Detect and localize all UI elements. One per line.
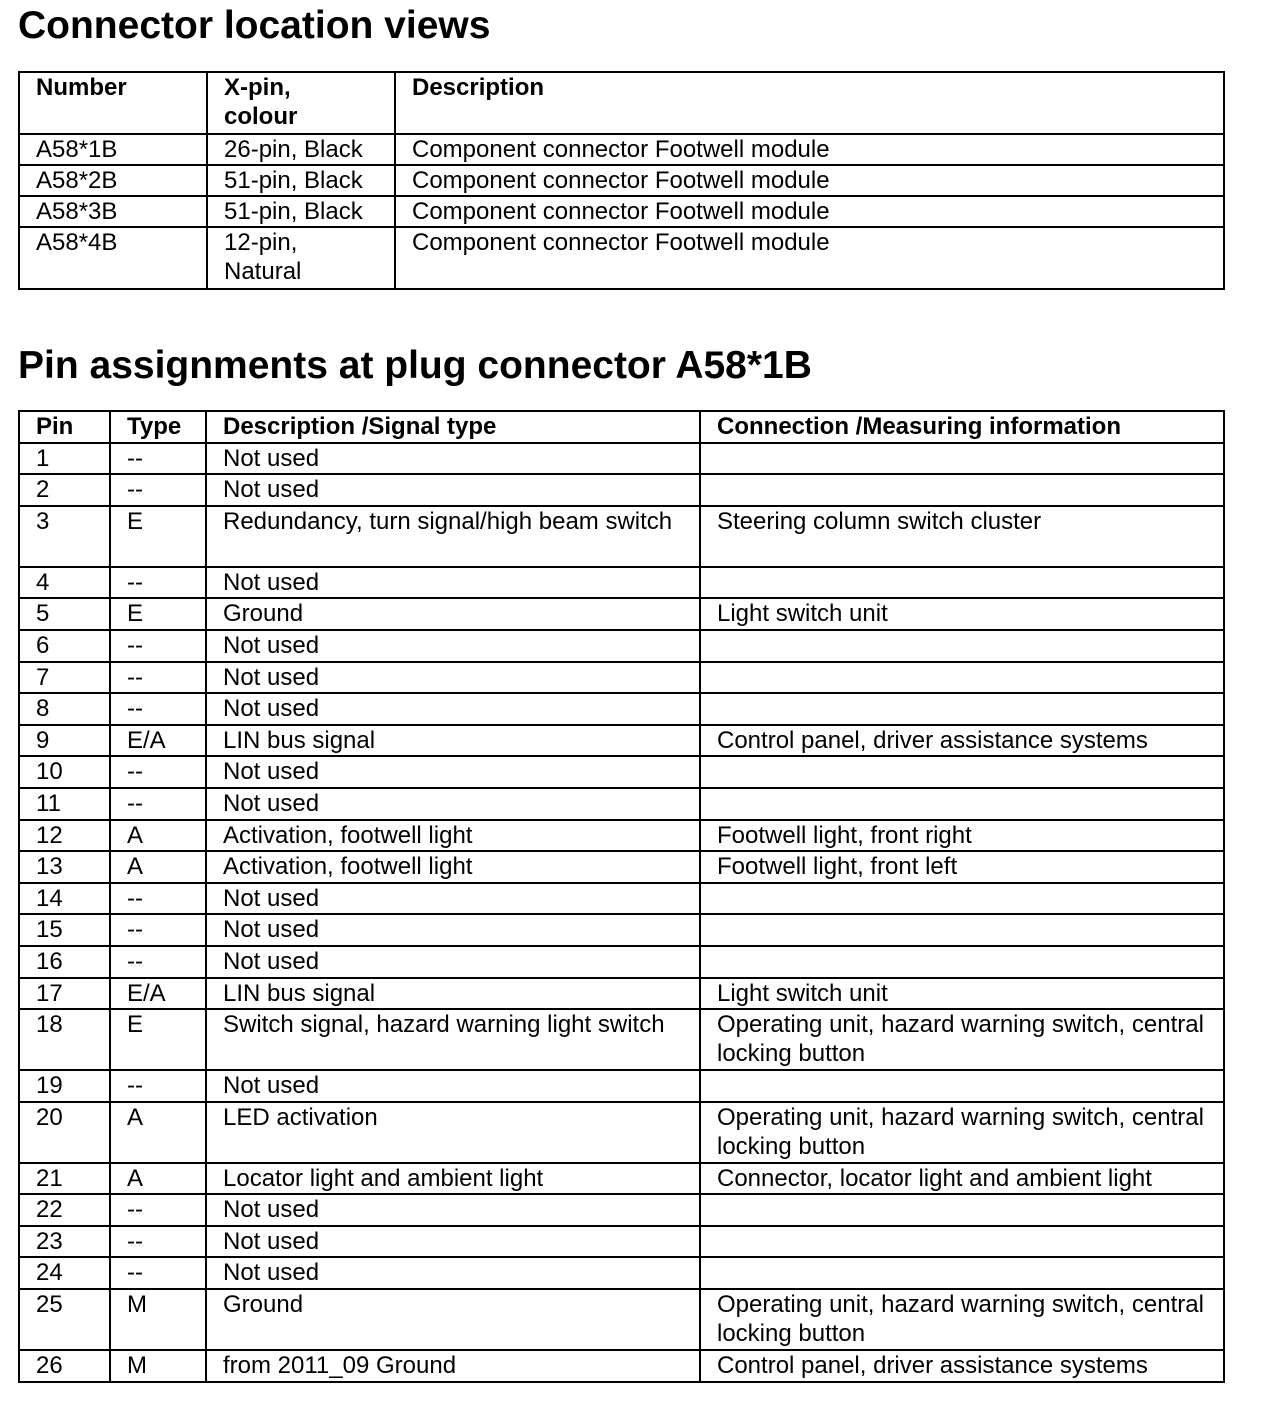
cell-type: -- [110, 788, 206, 820]
cell-description: Component connector Footwell module [395, 165, 1224, 196]
cell-pin: 15 [19, 914, 110, 946]
cell-connection: Connector, locator light and ambient light [700, 1163, 1224, 1195]
cell-description: Ground [206, 1289, 700, 1350]
cell-type: -- [110, 1070, 206, 1102]
cell-pin: 9 [19, 725, 110, 757]
cell-pin: 22 [19, 1194, 110, 1226]
cell-type: E [110, 1009, 206, 1070]
table-row [19, 883, 1224, 915]
table-row [19, 443, 1224, 475]
cell-pin: 20 [19, 1102, 110, 1163]
cell-type: E [110, 506, 206, 567]
table-row [19, 978, 1224, 1010]
cell-number: A58*1B [19, 134, 207, 165]
cell-connection: Operating unit, hazard warning switch, central locking button [700, 1102, 1224, 1163]
table-row [19, 1257, 1224, 1289]
cell-pin: 3 [19, 506, 110, 567]
header-pin: Pin [19, 411, 110, 443]
cell-x-pin: 26-pin, Black [207, 134, 395, 165]
table-row [19, 1163, 1224, 1195]
cell-pin: 11 [19, 788, 110, 820]
cell-description: Not used [206, 1257, 700, 1289]
table-row [19, 946, 1224, 978]
header-description: Description [395, 72, 1224, 134]
cell-pin: 21 [19, 1163, 110, 1195]
table-row [19, 1070, 1224, 1102]
cell-description: Not used [206, 756, 700, 788]
cell-connection: Operating unit, hazard warning switch, central locking button [700, 1289, 1224, 1350]
connector-location-table [18, 71, 1225, 290]
cell-description: Not used [206, 1226, 700, 1258]
table-row [19, 693, 1224, 725]
table-row [19, 914, 1224, 946]
table-header-row [19, 411, 1224, 443]
cell-connection [700, 788, 1224, 820]
cell-type: -- [110, 883, 206, 915]
cell-description: Redundancy, turn signal/high beam switch [206, 506, 700, 567]
cell-pin: 7 [19, 662, 110, 694]
cell-description: Not used [206, 1070, 700, 1102]
cell-x-pin: 51-pin, Black [207, 196, 395, 227]
cell-pin: 23 [19, 1226, 110, 1258]
cell-description: Not used [206, 788, 700, 820]
cell-number: A58*2B [19, 165, 207, 196]
table-row [19, 196, 1224, 227]
cell-pin: 5 [19, 598, 110, 630]
cell-connection: Footwell light, front left [700, 851, 1224, 883]
table-row [19, 851, 1224, 883]
table-row [19, 662, 1224, 694]
cell-pin: 24 [19, 1257, 110, 1289]
cell-type: M [110, 1350, 206, 1382]
table-row [19, 1194, 1224, 1226]
cell-description: LED activation [206, 1102, 700, 1163]
cell-connection: Steering column switch cluster [700, 506, 1224, 567]
cell-connection [700, 1194, 1224, 1226]
cell-type: A [110, 1102, 206, 1163]
cell-connection: Operating unit, hazard warning switch, central locking button [700, 1009, 1224, 1070]
cell-pin: 10 [19, 756, 110, 788]
cell-pin: 6 [19, 630, 110, 662]
cell-pin: 2 [19, 474, 110, 506]
cell-description: Not used [206, 1194, 700, 1226]
cell-description: Not used [206, 567, 700, 599]
cell-type: -- [110, 567, 206, 599]
cell-type: E [110, 598, 206, 630]
table-row [19, 134, 1224, 165]
cell-description: LIN bus signal [206, 978, 700, 1010]
table-row [19, 1009, 1224, 1070]
cell-type: E/A [110, 725, 206, 757]
cell-type: -- [110, 662, 206, 694]
cell-pin: 16 [19, 946, 110, 978]
cell-type: -- [110, 914, 206, 946]
cell-pin: 1 [19, 443, 110, 475]
cell-connection [700, 946, 1224, 978]
pin-assignments-table [18, 410, 1225, 1383]
cell-description: Ground [206, 598, 700, 630]
cell-pin: 18 [19, 1009, 110, 1070]
cell-description: Not used [206, 914, 700, 946]
cell-number: A58*4B [19, 227, 207, 289]
cell-type: A [110, 851, 206, 883]
table-row [19, 630, 1224, 662]
table-row [19, 820, 1224, 852]
cell-pin: 14 [19, 883, 110, 915]
cell-description: Not used [206, 693, 700, 725]
cell-type: -- [110, 756, 206, 788]
cell-connection [700, 1070, 1224, 1102]
cell-description: Component connector Footwell module [395, 196, 1224, 227]
header-type: Type [110, 411, 206, 443]
table-row [19, 567, 1224, 599]
cell-pin: 17 [19, 978, 110, 1010]
table-row [19, 474, 1224, 506]
table-row [19, 725, 1224, 757]
cell-pin: 12 [19, 820, 110, 852]
cell-pin: 26 [19, 1350, 110, 1382]
cell-type: A [110, 1163, 206, 1195]
cell-pin: 13 [19, 851, 110, 883]
pin-assignments-title: Pin assignments at plug connector A58*1B [18, 344, 812, 387]
cell-description: Not used [206, 474, 700, 506]
pin-rows [19, 443, 1224, 1382]
cell-connection [700, 630, 1224, 662]
header-x-pin-colour: X-pin, colour [207, 72, 395, 134]
cell-pin: 8 [19, 693, 110, 725]
table-row [19, 165, 1224, 196]
cell-x-pin: 12-pin, Natural [207, 227, 395, 289]
cell-type: E/A [110, 978, 206, 1010]
table-row [19, 1102, 1224, 1163]
cell-number: A58*3B [19, 196, 207, 227]
cell-type: -- [110, 946, 206, 978]
cell-type: -- [110, 630, 206, 662]
cell-pin: 4 [19, 567, 110, 599]
cell-description: Not used [206, 883, 700, 915]
cell-connection [700, 1257, 1224, 1289]
cell-description: Locator light and ambient light [206, 1163, 700, 1195]
table-row [19, 1350, 1224, 1382]
cell-description: LIN bus signal [206, 725, 700, 757]
table-row [19, 598, 1224, 630]
cell-connection [700, 567, 1224, 599]
table-row [19, 1226, 1224, 1258]
connector-location-title: Connector location views [18, 4, 491, 47]
cell-pin: 25 [19, 1289, 110, 1350]
table-row [19, 227, 1224, 289]
cell-connection: Light switch unit [700, 978, 1224, 1010]
header-number: Number [19, 72, 207, 134]
cell-pin: 19 [19, 1070, 110, 1102]
table-row [19, 788, 1224, 820]
cell-connection [700, 756, 1224, 788]
cell-type: -- [110, 1226, 206, 1258]
cell-x-pin: 51-pin, Black [207, 165, 395, 196]
cell-description: Not used [206, 443, 700, 475]
cell-connection [700, 1226, 1224, 1258]
cell-connection [700, 474, 1224, 506]
cell-description: Not used [206, 946, 700, 978]
table-row [19, 1289, 1224, 1350]
cell-connection [700, 693, 1224, 725]
cell-connection [700, 662, 1224, 694]
cell-type: A [110, 820, 206, 852]
cell-description: from 2011_09 Ground [206, 1350, 700, 1382]
cell-description: Component connector Footwell module [395, 134, 1224, 165]
table-header-row [19, 72, 1224, 134]
cell-type: -- [110, 474, 206, 506]
cell-type: -- [110, 1194, 206, 1226]
cell-description: Activation, footwell light [206, 851, 700, 883]
table-row [19, 756, 1224, 788]
table-row [19, 506, 1224, 567]
header-connection-measuring-info: Connection /Measuring information [700, 411, 1224, 443]
cell-type: M [110, 1289, 206, 1350]
cell-description: Not used [206, 662, 700, 694]
cell-description: Not used [206, 630, 700, 662]
cell-type: -- [110, 693, 206, 725]
cell-description: Switch signal, hazard warning light switch [206, 1009, 700, 1070]
cell-connection: Footwell light, front right [700, 820, 1224, 852]
cell-type: -- [110, 1257, 206, 1289]
cell-type: -- [110, 443, 206, 475]
cell-connection: Light switch unit [700, 598, 1224, 630]
header-description-signal-type: Description /Signal type [206, 411, 700, 443]
cell-connection [700, 443, 1224, 475]
cell-connection [700, 883, 1224, 915]
cell-connection: Control panel, driver assistance systems [700, 725, 1224, 757]
cell-connection [700, 914, 1224, 946]
cell-description: Activation, footwell light [206, 820, 700, 852]
cell-connection: Control panel, driver assistance systems [700, 1350, 1224, 1382]
cell-description: Component connector Footwell module [395, 227, 1224, 289]
